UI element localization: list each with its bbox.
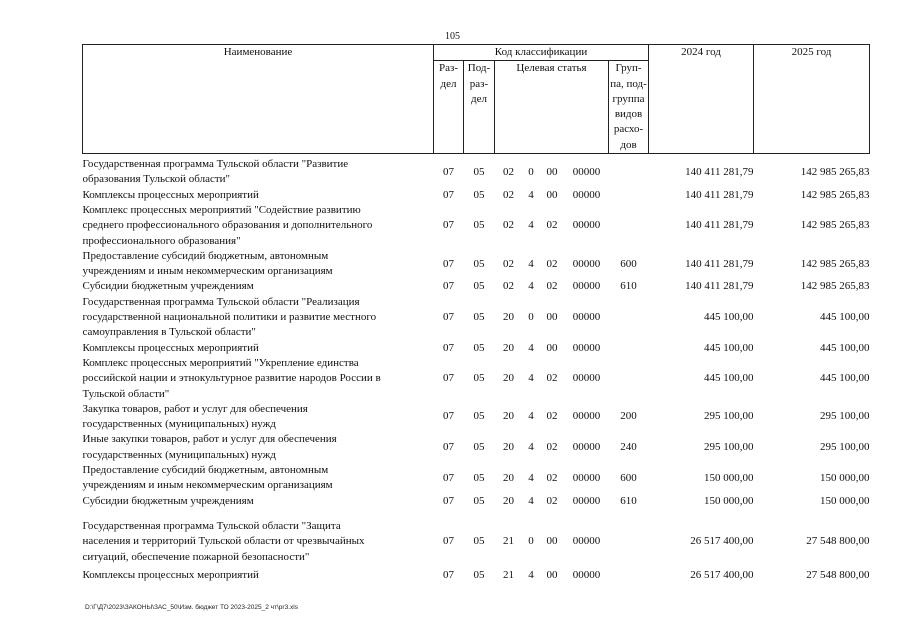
row-amount-2025: 445 100,00	[820, 372, 870, 385]
table-row	[83, 432, 870, 463]
row-target-article-direction: 00000	[572, 535, 601, 548]
row-name-line: населения и территорий Тульской области от чрезвычайных	[82, 535, 365, 548]
table-header	[83, 45, 870, 154]
vid-line: Груп-	[615, 62, 642, 75]
podrazdel-line: раз-	[469, 77, 489, 90]
row-razdel: 07	[443, 219, 454, 232]
razdel-line: Раз-	[438, 62, 458, 75]
row-name	[83, 203, 434, 249]
table-row	[83, 463, 870, 494]
row-expense-type	[609, 154, 649, 188]
row-name-line: Государственная программа Тульской области "Развитие	[82, 158, 349, 171]
row-amount-2024: 445 100,00	[704, 341, 754, 354]
row-target-article-complex: 00	[546, 311, 558, 324]
row-target-article-complex: 00	[546, 569, 558, 582]
file-path-footer: D:\Г\Д7\2023\ЗАКОНЫ\ЗАС_50\Изм. бюджет ТО 2023-2025_2 чт\pr3.xls	[85, 604, 298, 611]
row-amount-2025: 150 000,00	[820, 494, 870, 507]
row-podrazdel: 05	[473, 494, 485, 507]
row-podrazdel: 05	[473, 471, 485, 484]
row-name-line: образования Тульской области"	[82, 173, 231, 186]
row-target-article-program: 20	[503, 441, 514, 454]
row-name-line: Государственная программа Тульской области "Защита	[82, 519, 341, 532]
row-name-line: Комплексы процессных мероприятий	[82, 569, 259, 582]
row-name	[83, 341, 434, 356]
row-name	[83, 249, 434, 280]
row-target-article-program: 21	[503, 535, 514, 548]
row-amount-2025: 142 985 265,83	[800, 280, 870, 293]
row-target-article-complex: 02	[546, 410, 558, 423]
row-podrazdel: 05	[473, 410, 485, 423]
row-podrazdel: 05	[473, 219, 485, 232]
row-target-article-program: 20	[503, 311, 514, 324]
row-amount-2024: 295 100,00	[704, 441, 754, 454]
row-expense-type	[609, 188, 649, 203]
row-target-article-complex: 00	[546, 188, 558, 201]
row-target-article-complex: 02	[546, 494, 558, 507]
row-target-article-program: 20	[503, 341, 514, 354]
row-amount-2024: 140 411 281,79	[685, 280, 754, 293]
row-podrazdel: 05	[473, 535, 485, 548]
row-name	[83, 279, 434, 294]
row-podrazdel: 05	[473, 441, 485, 454]
row-target-article-type: 4	[528, 410, 534, 423]
row-target-article-direction: 00000	[572, 372, 601, 385]
row-target-article-type: 4	[528, 372, 534, 385]
row-name-line: российской нации и этнокультурное развитие народов России в	[82, 372, 381, 385]
row-razdel: 07	[443, 471, 454, 484]
row-amount-2025: 27 548 800,00	[806, 535, 870, 548]
row-razdel: 07	[443, 311, 454, 324]
row-target-article-program: 02	[503, 280, 514, 293]
table-row	[83, 341, 870, 356]
page-number: 105	[445, 31, 460, 42]
row-target-article-complex: 00	[546, 341, 558, 354]
row-target-article-direction: 00000	[572, 219, 601, 232]
row-name-line: Иные закупки товаров, работ и услуг для обеспечения	[82, 433, 337, 446]
row-amount-2024: 140 411 281,79	[685, 257, 754, 270]
row-name-line: Предоставление субсидий бюджетным, автономным	[82, 464, 329, 477]
table-row	[83, 494, 870, 509]
row-expense-type: 610	[620, 494, 637, 507]
row-name	[83, 432, 434, 463]
table-row	[83, 154, 870, 188]
row-target-article-type: 4	[528, 471, 534, 484]
row-expense-type	[609, 295, 649, 341]
row-amount-2024: 445 100,00	[704, 372, 754, 385]
table-row	[83, 203, 870, 249]
row-podrazdel: 05	[473, 165, 485, 178]
row-amount-2025: 142 985 265,83	[800, 219, 870, 232]
row-name	[83, 494, 434, 509]
row-razdel: 07	[443, 257, 454, 270]
row-razdel: 07	[443, 441, 454, 454]
row-name-line: Субсидии бюджетным учреждениям	[82, 494, 254, 507]
row-amount-2025: 27 548 800,00	[806, 569, 870, 582]
row-name-line: учреждениям и иным некоммерческим организациям	[82, 479, 333, 492]
table-row	[83, 188, 870, 203]
row-name-line: Комплексы процессных мероприятий	[82, 341, 259, 354]
row-target-article-complex: 00	[546, 535, 558, 548]
row-razdel: 07	[443, 341, 454, 354]
row-target-article-type: 4	[528, 188, 534, 201]
row-target-article-direction: 00000	[572, 569, 601, 582]
row-target-article-complex: 00	[546, 165, 558, 178]
row-name-line: Комплекс процессных мероприятий "Содействие развитию	[82, 203, 361, 216]
row-amount-2025: 142 985 265,83	[800, 257, 870, 270]
row-name	[83, 295, 434, 341]
row-expense-type	[609, 356, 649, 402]
row-name	[83, 154, 434, 188]
podrazdel-line: дел	[471, 92, 487, 105]
row-target-article-complex: 02	[546, 257, 558, 270]
row-name	[83, 402, 434, 433]
col-header-name: Наименование	[83, 45, 434, 154]
row-amount-2024: 140 411 281,79	[685, 165, 754, 178]
row-name-line: государственных (муниципальных) нужд	[82, 418, 276, 431]
col-header-vid-group	[609, 61, 649, 154]
row-target-article-program: 20	[503, 494, 514, 507]
row-name-line: государственной национальной политики и развитие местного	[82, 311, 377, 324]
row-target-article-program: 02	[503, 165, 514, 178]
row-amount-2024: 26 517 400,00	[690, 569, 754, 582]
row-podrazdel: 05	[473, 280, 485, 293]
row-target-article-type: 4	[528, 341, 534, 354]
row-target-article-type: 4	[528, 280, 534, 293]
row-razdel: 07	[443, 372, 454, 385]
row-target-article-type: 4	[528, 494, 534, 507]
table-row	[83, 565, 870, 587]
row-podrazdel: 05	[473, 257, 485, 270]
row-amount-2025: 295 100,00	[820, 410, 870, 423]
row-target-article-direction: 00000	[572, 341, 601, 354]
row-target-article-program: 20	[503, 372, 514, 385]
row-podrazdel: 05	[473, 188, 485, 201]
row-name-line: ситуаций, обеспечение пожарной безопасности"	[82, 550, 310, 563]
vid-line: видов	[614, 108, 643, 121]
row-amount-2024: 445 100,00	[704, 311, 754, 324]
row-amount-2024: 150 000,00	[704, 494, 754, 507]
row-target-article-complex: 02	[546, 441, 558, 454]
row-target-article-type: 0	[528, 311, 534, 324]
row-razdel: 07	[443, 410, 454, 423]
row-expense-type: 600	[620, 257, 637, 270]
row-name-line: Закупка товаров, работ и услуг для обеспечения	[82, 402, 308, 415]
row-amount-2025: 295 100,00	[820, 441, 870, 454]
row-name-line: государственных (муниципальных) нужд	[82, 448, 276, 461]
row-target-article-complex: 02	[546, 219, 558, 232]
row-name-line: Тульской области"	[82, 387, 170, 400]
row-target-article-direction: 00000	[572, 188, 601, 201]
row-podrazdel: 05	[473, 341, 485, 354]
row-target-article-direction: 00000	[572, 471, 601, 484]
row-amount-2024: 26 517 400,00	[690, 535, 754, 548]
row-podrazdel: 05	[473, 311, 485, 324]
row-target-article-program: 02	[503, 188, 514, 201]
row-name-line: среднего профессионального образования и дополнительного	[82, 219, 373, 232]
razdel-line: дел	[440, 77, 457, 90]
row-target-article-program: 20	[503, 410, 514, 423]
row-expense-type	[609, 341, 649, 356]
row-target-article-type: 4	[528, 441, 534, 454]
row-target-article-direction: 00000	[572, 311, 601, 324]
row-razdel: 07	[443, 494, 454, 507]
row-amount-2024: 150 000,00	[704, 471, 754, 484]
vid-line: дов	[620, 138, 637, 151]
row-target-article-direction: 00000	[572, 494, 601, 507]
table-row	[83, 295, 870, 341]
row-name-line: Субсидии бюджетным учреждениям	[82, 280, 254, 293]
row-target-article-program: 21	[503, 569, 514, 582]
row-target-article-direction: 00000	[572, 410, 601, 423]
table-row	[83, 356, 870, 402]
row-amount-2025: 142 985 265,83	[800, 165, 870, 178]
vid-line: группа	[612, 92, 645, 105]
table-body	[83, 154, 870, 587]
row-target-article-complex: 02	[546, 471, 558, 484]
vid-line: расхо-	[613, 123, 644, 136]
col-header-razdel	[434, 61, 464, 154]
podrazdel-line: Под-	[467, 62, 491, 75]
row-razdel: 07	[443, 569, 454, 582]
row-podrazdel: 05	[473, 372, 485, 385]
row-podrazdel: 05	[473, 569, 485, 582]
row-name-line: Предоставление субсидий бюджетным, автономным	[82, 249, 329, 262]
row-amount-2024: 295 100,00	[704, 410, 754, 423]
row-amount-2025: 445 100,00	[820, 341, 870, 354]
row-target-article-type: 0	[528, 165, 534, 178]
row-target-article-type: 0	[528, 535, 534, 548]
row-name-line: Государственная программа Тульской области "Реализация	[82, 295, 360, 308]
row-razdel: 07	[443, 535, 454, 548]
col-header-2025: 2025 год	[754, 45, 870, 154]
row-target-article-direction: 00000	[572, 257, 601, 270]
row-target-article-program: 02	[503, 219, 514, 232]
row-target-article-complex: 02	[546, 280, 558, 293]
col-header-2024: 2024 год	[649, 45, 754, 154]
budget-table	[82, 44, 870, 587]
row-expense-type: 610	[620, 280, 637, 293]
row-amount-2025: 150 000,00	[820, 471, 870, 484]
table-row	[83, 402, 870, 433]
table-row	[83, 279, 870, 294]
row-name	[83, 565, 434, 587]
row-target-article-type: 4	[528, 219, 534, 232]
row-target-article-type: 4	[528, 569, 534, 582]
row-name-line: профессионального образования"	[82, 234, 241, 247]
table-row	[83, 509, 870, 565]
row-amount-2024: 140 411 281,79	[685, 188, 754, 201]
row-name-line: Комплексы процессных мероприятий	[82, 188, 259, 201]
vid-line: па, под-	[610, 77, 647, 90]
row-target-article-complex: 02	[546, 372, 558, 385]
row-name	[83, 463, 434, 494]
row-target-article-program: 02	[503, 257, 514, 270]
row-amount-2025: 445 100,00	[820, 311, 870, 324]
row-target-article-direction: 00000	[572, 280, 601, 293]
row-expense-type: 200	[620, 410, 637, 423]
row-target-article-direction: 00000	[572, 441, 601, 454]
table-row	[83, 249, 870, 280]
row-expense-type	[609, 203, 649, 249]
row-amount-2025: 142 985 265,83	[800, 188, 870, 201]
row-target-article-type: 4	[528, 257, 534, 270]
row-expense-type	[609, 509, 649, 565]
row-name-line: Комплекс процессных мероприятий "Укрепление единства	[82, 356, 359, 369]
row-razdel: 07	[443, 188, 454, 201]
row-name-line: учреждениям и иным некоммерческим организациям	[82, 265, 333, 278]
row-expense-type: 240	[620, 441, 637, 454]
row-target-article-direction: 00000	[572, 165, 601, 178]
row-razdel: 07	[443, 165, 454, 178]
row-name	[83, 356, 434, 402]
col-header-code-group: Код классификации	[434, 45, 649, 61]
row-expense-type: 600	[620, 471, 637, 484]
row-expense-type	[609, 565, 649, 587]
row-razdel: 07	[443, 280, 454, 293]
row-amount-2024: 140 411 281,79	[685, 219, 754, 232]
row-target-article-program: 20	[503, 471, 514, 484]
col-header-target-article: Целевая статья	[495, 61, 609, 154]
row-name-line: самоуправления в Тульской области"	[82, 326, 256, 339]
col-header-podrazdel	[464, 61, 495, 154]
row-name	[83, 188, 434, 203]
row-name	[83, 509, 434, 565]
